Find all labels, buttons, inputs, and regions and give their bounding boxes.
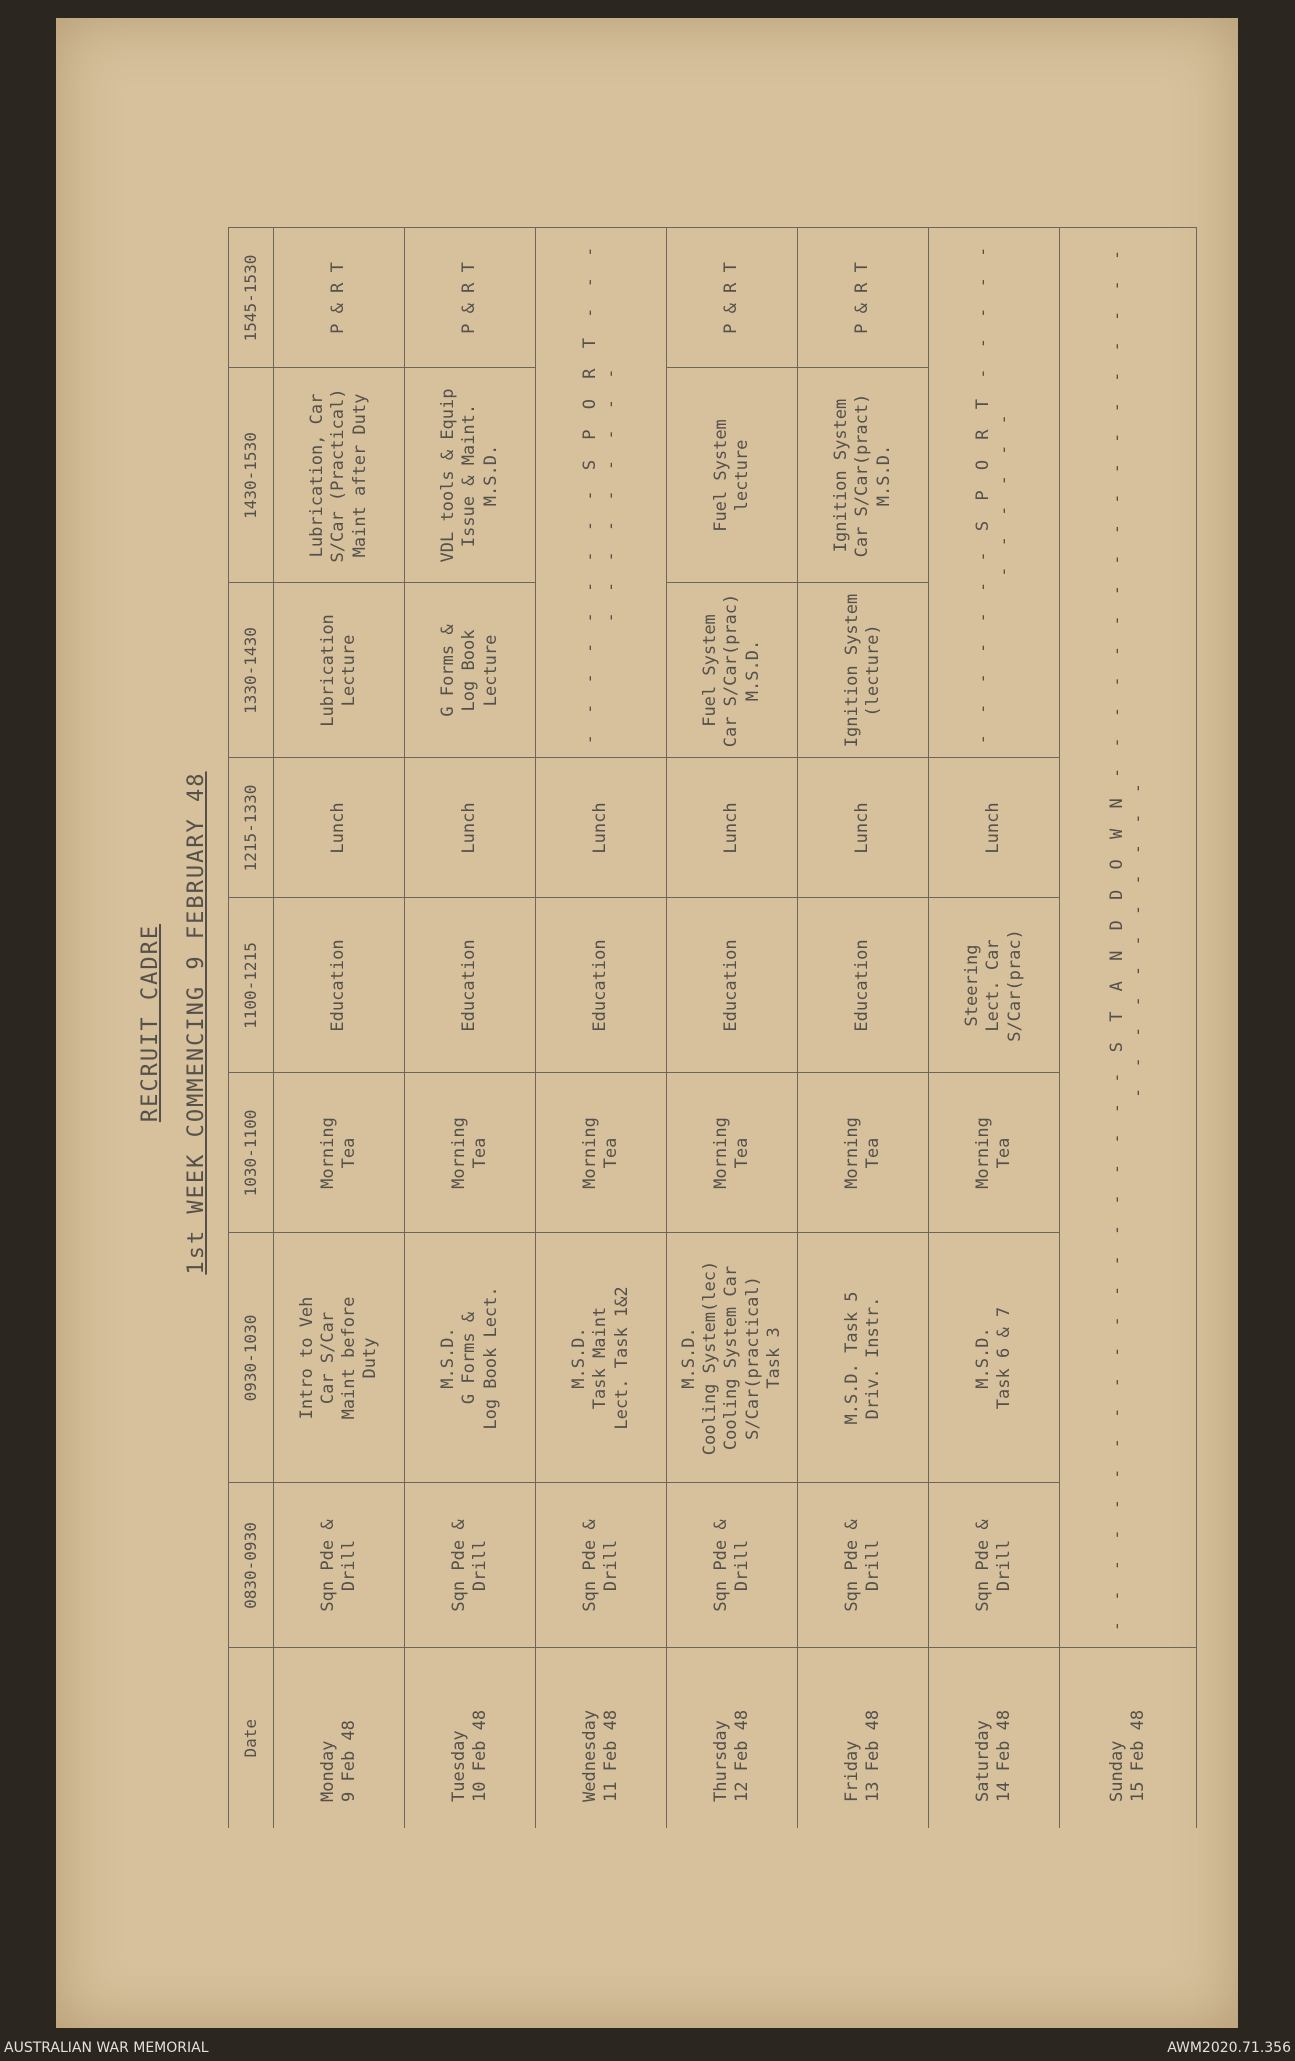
table-cell: Education <box>536 898 667 1073</box>
date-cell: Wednesday 11 Feb 48 <box>536 1648 667 1828</box>
date-cell: Friday 13 Feb 48 <box>798 1648 929 1828</box>
header-date: Date <box>229 1648 274 1828</box>
stand-down-span-cell: - - - - - - - - - - - - - - - - - - - S T A N D D O W N - - - - - - - - - - - - - - - - - - - - - - - - - - - - - <box>1060 228 1197 1648</box>
table-cell: Lunch <box>536 758 667 898</box>
table-cell: M.S.D. Cooling System(lec) Cooling System Car S/Car(practical) Task 3 <box>667 1233 798 1483</box>
table-cell: Lubrication Lecture <box>274 583 405 758</box>
header-period-1: 0830-0930 <box>229 1483 274 1648</box>
date-cell: Monday 9 Feb 48 <box>274 1648 405 1828</box>
table-cell: Intro to Veh Car S/Car Maint before Duty <box>274 1233 405 1483</box>
rotated-content <box>56 18 1238 2028</box>
table-cell: Sqn Pde & Drill <box>667 1483 798 1648</box>
table-cell: Sqn Pde & Drill <box>929 1483 1060 1648</box>
table-cell: Ignition System (lecture) <box>798 583 929 758</box>
table-cell: Fuel System lecture <box>667 368 798 583</box>
table-row <box>798 228 929 1828</box>
header-period-6: 1330-1430 <box>229 583 274 758</box>
table-cell: Lubrication, Car S/Car (Practical) Maint after Duty <box>274 368 405 583</box>
table-row <box>929 228 1060 1828</box>
table-cell: Lunch <box>929 758 1060 898</box>
table-cell: Sqn Pde & Drill <box>798 1483 929 1648</box>
table-cell: Morning Tea <box>405 1073 536 1233</box>
table-cell: G Forms & Log Book Lecture <box>405 583 536 758</box>
header-row <box>229 228 274 1828</box>
table-cell: P & R T <box>798 228 929 368</box>
document-sheet <box>56 18 1238 2028</box>
header-period-8: 1545-1530 <box>229 228 274 368</box>
table-cell: M.S.D. Task 5 Driv. Instr. <box>798 1233 929 1483</box>
date-cell: Saturday 14 Feb 48 <box>929 1648 1060 1828</box>
table-cell: P & R T <box>667 228 798 368</box>
sport-span-cell: - - - - - - - - - S P O R T - - - - - - - - - - - - <box>536 228 667 758</box>
table-cell: Lunch <box>274 758 405 898</box>
table-row <box>274 228 405 1828</box>
table-cell: Lunch <box>798 758 929 898</box>
header-period-5: 1215-1330 <box>229 758 274 898</box>
document-subtitle: 1st WEEK COMMENCING 9 FEBRUARY 48 <box>184 771 209 1275</box>
table-cell: Morning Tea <box>536 1073 667 1233</box>
date-cell: Sunday 15 Feb 48 <box>1060 1648 1197 1828</box>
table-cell: Sqn Pde & Drill <box>536 1483 667 1648</box>
table-cell: Lunch <box>405 758 536 898</box>
table-cell: Fuel System Car S/Car(prac) M.S.D. <box>667 583 798 758</box>
table-row <box>405 228 536 1828</box>
table-cell: Sqn Pde & Drill <box>274 1483 405 1648</box>
table-row <box>536 228 667 1828</box>
table-cell: Morning Tea <box>798 1073 929 1233</box>
header-period-2: 0930-1030 <box>229 1233 274 1483</box>
table-cell: Morning Tea <box>274 1073 405 1233</box>
table-cell: Sqn Pde & Drill <box>405 1483 536 1648</box>
header-period-3: 1030-1100 <box>229 1073 274 1233</box>
table-cell: P & R T <box>405 228 536 368</box>
timetable <box>228 228 1197 1829</box>
table-cell: Education <box>667 898 798 1073</box>
archive-credit: AUSTRALIAN WAR MEMORIAL <box>4 2040 209 2056</box>
table-cell: Education <box>798 898 929 1073</box>
table-cell: VDL tools & Equip Issue & Maint. M.S.D. <box>405 368 536 583</box>
table-cell: Morning Tea <box>929 1073 1060 1233</box>
date-cell: Thursday 12 Feb 48 <box>667 1648 798 1828</box>
table-cell: Education <box>405 898 536 1073</box>
table-row <box>667 228 798 1828</box>
table-cell: M.S.D. Task 6 & 7 <box>929 1233 1060 1483</box>
table-cell: M.S.D. G Forms & Log Book Lect. <box>405 1233 536 1483</box>
table-cell: Ignition System Car S/Car(pract) M.S.D. <box>798 368 929 583</box>
table-cell: Morning Tea <box>667 1073 798 1233</box>
table-cell: Lunch <box>667 758 798 898</box>
table-row <box>1060 228 1197 1828</box>
header-period-4: 1100-1215 <box>229 898 274 1073</box>
table-cell: P & R T <box>274 228 405 368</box>
table-cell: Education <box>274 898 405 1073</box>
sport-span-cell: - - - - - - - S P O R T - - - - - - - - - - - <box>929 228 1060 758</box>
table-cell: Steering Lect. Car S/Car(prac) <box>929 898 1060 1073</box>
date-cell: Tuesday 10 Feb 48 <box>405 1648 536 1828</box>
table-cell: M.S.D. Task Maint Lect. Task 1&2 <box>536 1233 667 1483</box>
archive-reference: AWM2020.71.356 <box>1167 2040 1291 2056</box>
header-period-7: 1430-1530 <box>229 368 274 583</box>
document-title: RECRUIT CADRE <box>138 923 163 1123</box>
